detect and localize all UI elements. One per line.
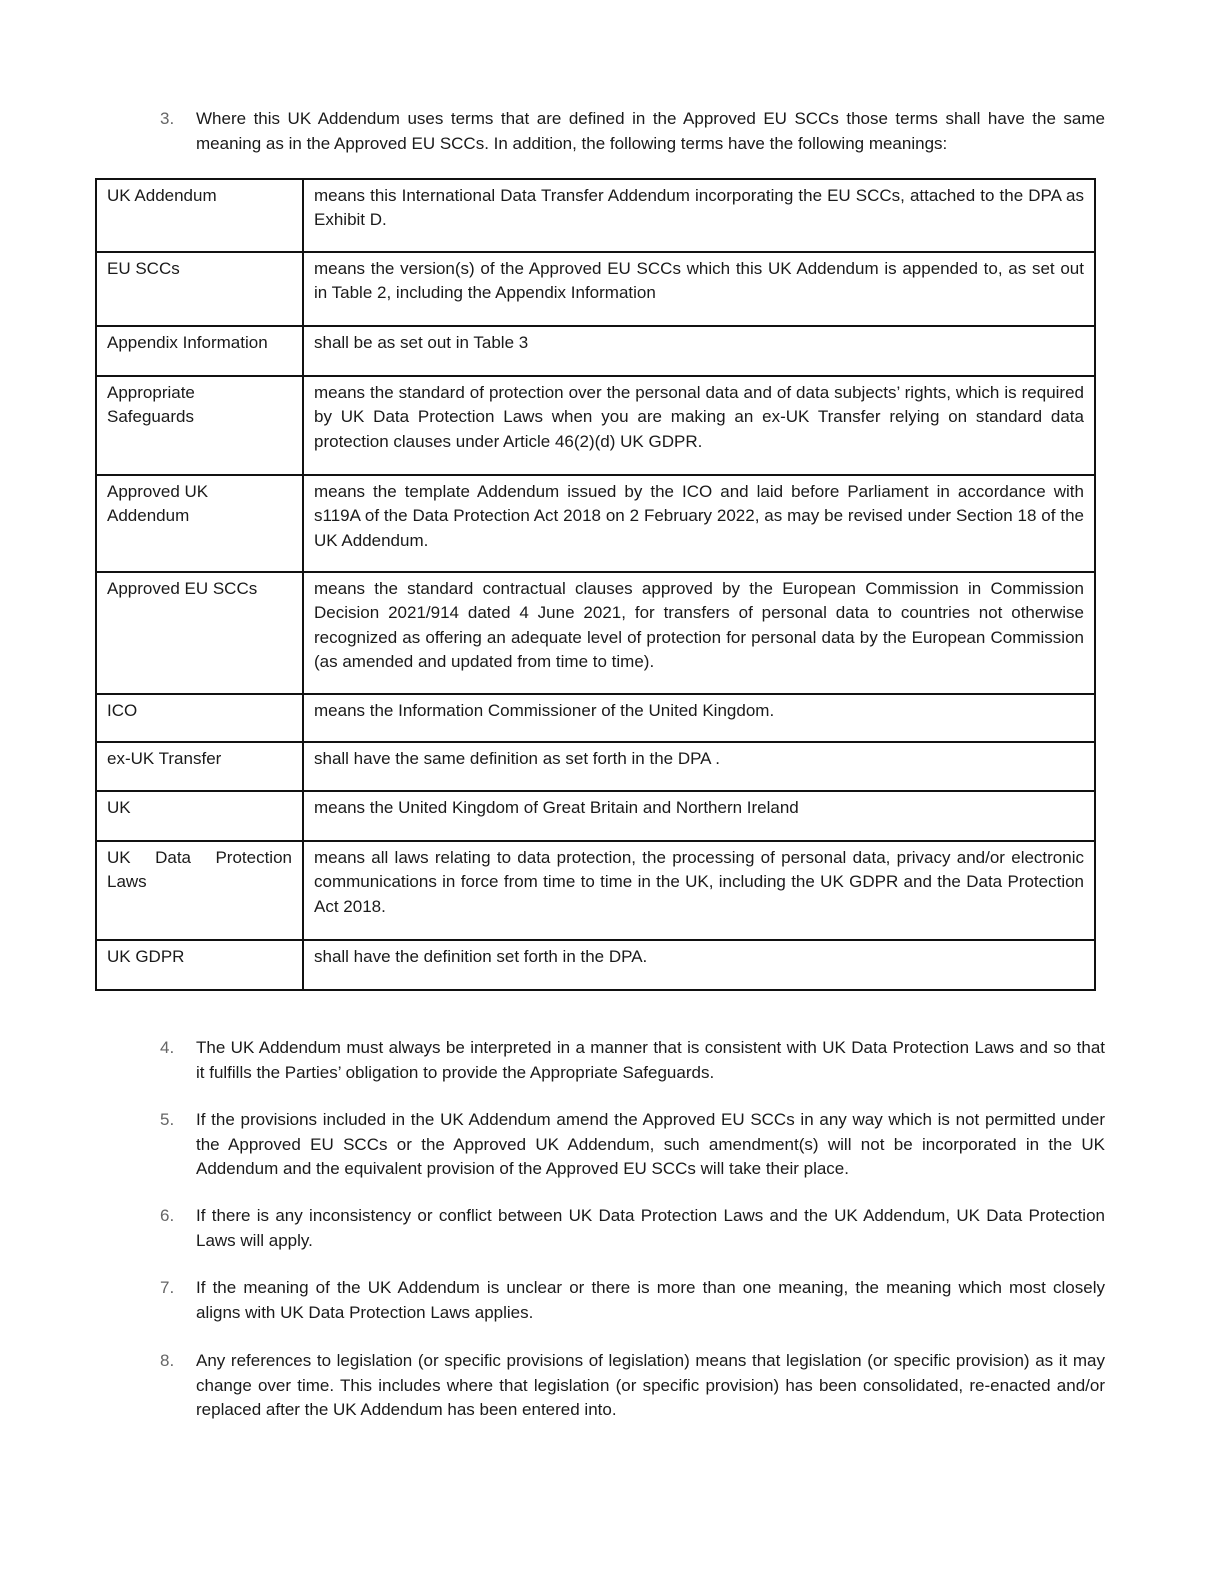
table-row [96, 940, 1095, 990]
table-row [96, 475, 1095, 572]
clause-number: 6. [160, 1206, 175, 1225]
table-row [96, 742, 1095, 791]
definition-cell: means this International Data Transfer Addendum incorporating the EU SCCs, attached to the DPA as Exhibit D. [303, 179, 1095, 252]
term-cell: EU SCCs [96, 252, 303, 326]
clause-number: 8. [160, 1351, 175, 1370]
clause-number: 7. [160, 1278, 175, 1297]
term-cell: ICO [96, 694, 303, 742]
term-cell: UK [96, 791, 303, 841]
table-row [96, 179, 1095, 252]
table-row [96, 252, 1095, 326]
definition-cell: means all laws relating to data protection, the processing of personal data, privacy and/or electronic communications in force from time to time in the UK, including the UK GDPR and the Data Protection Act 2018. [303, 841, 1095, 940]
definition-cell: means the Information Commissioner of the United Kingdom. [303, 694, 1095, 742]
clause-number: 5. [160, 1110, 175, 1129]
term-cell: Appropriate Safeguards [96, 376, 303, 475]
table-row [96, 791, 1095, 841]
table-row [96, 694, 1095, 742]
clause-text: The UK Addendum must always be interpreted in a manner that is consistent with UK Data Protection Laws and so that it fulfills the Parties’ obligation to provide the Appropriate Safeguards. [196, 1038, 1105, 1082]
term-cell: Approved UK Addendum [96, 475, 303, 572]
term-cell: Approved EU SCCs [96, 572, 303, 694]
table-row [96, 841, 1095, 940]
definition-cell: means the template Addendum issued by the ICO and laid before Parliament in accordance with s119A of the Data Protection Act 2018 on 2 February 2022, as may be revised under Section 18 of the UK Addendum. [303, 475, 1095, 572]
definition-cell: shall be as set out in Table 3 [303, 326, 1095, 376]
clause-number: 3. [160, 109, 175, 128]
definition-cell: means the version(s) of the Approved EU SCCs which this UK Addendum is appended to, as set out in Table 2, including the Appendix Information [303, 252, 1095, 326]
clause-text: If the meaning of the UK Addendum is unclear or there is more than one meaning, the meaning which most closely aligns with UK Data Protection Laws applies. [196, 1278, 1105, 1322]
term-cell: UK Data Protection Laws [96, 841, 303, 940]
table-row [96, 572, 1095, 694]
clause-text: Any references to legislation (or specific provisions of legislation) means that legislation (or specific provision) as it may change over time. This includes where that legislation (or specific provision) has been consolidated, re-enacted and/or replaced after the UK Addendum has been entered into. [196, 1351, 1105, 1419]
term-cell: ex-UK Transfer [96, 742, 303, 791]
term-cell: UK GDPR [96, 940, 303, 990]
term-cell: Appendix Information [96, 326, 303, 376]
definition-cell: shall have the definition set forth in the DPA. [303, 940, 1095, 990]
table-row [96, 376, 1095, 475]
clause-text: If the provisions included in the UK Addendum amend the Approved EU SCCs in any way which is not permitted under the Approved EU SCCs or the Approved UK Addendum, such amendment(s) will not be incorporated in the UK Addendum and the equivalent provision of the Approved EU SCCs will take their place. [196, 1110, 1105, 1178]
term-cell: UK Addendum [96, 179, 303, 252]
definition-cell: shall have the same definition as set forth in the DPA . [303, 742, 1095, 791]
definitions-table [95, 178, 1096, 991]
clause-text: Where this UK Addendum uses terms that are defined in the Approved EU SCCs those terms shall have the same meaning as in the Approved EU SCCs. In addition, the following terms have the following meanings: [196, 109, 1105, 153]
clause-text: If there is any inconsistency or conflict between UK Data Protection Laws and the UK Addendum, UK Data Protection Laws will apply. [196, 1206, 1105, 1250]
definition-cell: means the United Kingdom of Great Britain and Northern Ireland [303, 791, 1095, 841]
definition-cell: means the standard contractual clauses approved by the European Commission in Commission Decision 2021/914 dated 4 June 2021, for transfers of personal data to countries not otherwise recognized as offering an adequate level of protection for personal data by the European Commission (as amended and updated from time to time). [303, 572, 1095, 694]
clause-number: 4. [160, 1038, 175, 1057]
definition-cell: means the standard of protection over the personal data and of data subjects’ rights, which is required by UK Data Protection Laws when you are making an ex-UK Transfer relying on standard data protection clauses under Article 46(2)(d) UK GDPR. [303, 376, 1095, 475]
table-row [96, 326, 1095, 376]
